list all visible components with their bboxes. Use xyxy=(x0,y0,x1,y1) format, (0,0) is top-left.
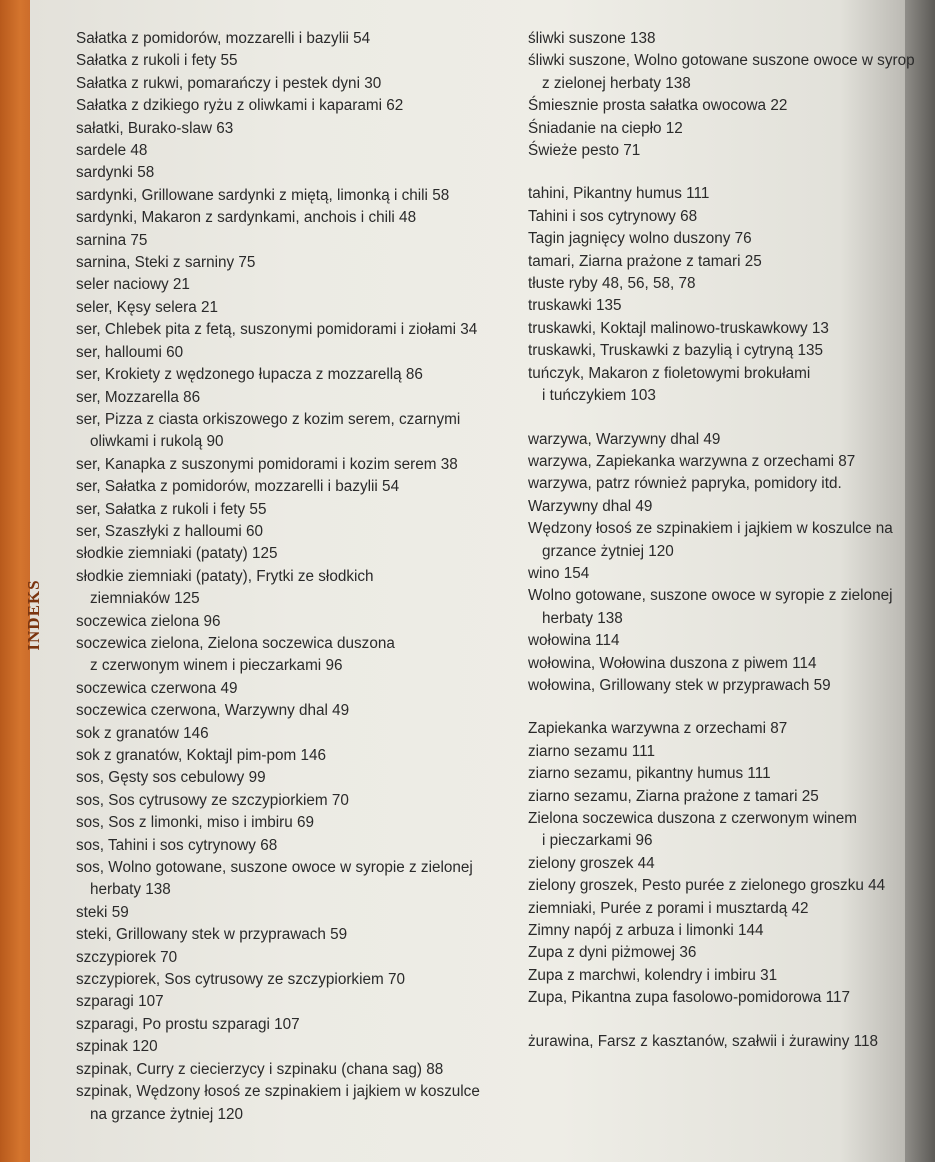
index-entry: sos, Wolno gotowane, suszone owoce w syropie z zielonej xyxy=(76,859,473,877)
index-entry: wołowina, Wołowina duszona z piwem 114 xyxy=(528,654,817,672)
index-entry: sardynki, Grillowane sardynki z miętą, limonką i chili 58 xyxy=(76,186,450,204)
index-entry: ser, Chlebek pita z fetą, suszonymi pomidorami i ziołami 34 xyxy=(76,321,478,339)
index-entry: Sałatka z dzikiego ryżu z oliwkami i kaparami 62 xyxy=(76,97,404,115)
index-entry: truskawki, Koktajl malinowo-truskawkowy 13 xyxy=(528,319,829,337)
index-entry: zielony groszek, Pesto purée z zielonego groszku 44 xyxy=(528,877,886,895)
index-column-right xyxy=(528,28,928,1053)
index-entry: sarnina, Steki z sarniny 75 xyxy=(76,254,256,272)
index-entry-continuation: oliwkami i rukolą 90 xyxy=(90,433,224,451)
index-entry: Zupa, Pikantna zupa fasolowo-pomidorowa 117 xyxy=(528,989,850,1007)
index-entry: ser, Krokiety z wędzonego łupacza z mozzarellą 86 xyxy=(76,366,423,384)
index-entry-continuation: herbaty 138 xyxy=(542,609,623,627)
index-entry-continuation: grzance żytniej 120 xyxy=(542,542,674,560)
index-entry: ser, Kanapka z suszonymi pomidorami i kozim serem 38 xyxy=(76,455,458,473)
index-entry: Sałatka z rukoli i fety 55 xyxy=(76,52,238,70)
index-entry: Sałatka z pomidorów, mozzarelli i bazylii 54 xyxy=(76,30,371,47)
side-label-text: INDEKS xyxy=(24,579,43,651)
index-entry: ser, Mozzarella 86 xyxy=(76,388,201,406)
index-entry: sos, Tahini i sos cytrynowy 68 xyxy=(76,836,278,854)
index-entry: ziarno sezamu 111 xyxy=(528,742,655,760)
index-entry: sardynki, Makaron z sardynkami, anchois i chili 48 xyxy=(76,209,417,227)
index-entry-continuation: na grzance żytniej 120 xyxy=(90,1105,244,1123)
index-entry-continuation: ziemniaków 125 xyxy=(90,590,200,608)
section-gap xyxy=(528,408,928,429)
index-entry: szparagi, Po prostu szparagi 107 xyxy=(76,1015,300,1033)
index-entry: steki 59 xyxy=(76,903,129,921)
index-entry: żurawina, Farsz z kasztanów, szałwii i żurawiny 118 xyxy=(528,1032,878,1050)
index-entry: Świeże pesto 71 xyxy=(528,142,641,160)
index-entry: szpinak, Wędzony łosoś ze szpinakiem i jajkiem w koszulce xyxy=(76,1083,480,1101)
index-entry: sardynki 58 xyxy=(76,164,155,182)
index-entry: sardele 48 xyxy=(76,142,148,160)
index-entry-continuation: z czerwonym winem i pieczarkami 96 xyxy=(90,657,343,675)
index-entry: ser, Pizza z ciasta orkiszowego z kozim serem, czarnymi xyxy=(76,410,461,428)
index-entry: szczypiorek 70 xyxy=(76,948,178,966)
index-entry: ziemniaki, Purée z porami i musztardą 42 xyxy=(528,899,809,917)
index-entry: Śniadanie na ciepło 12 xyxy=(528,119,683,137)
index-entry: Śmiesznie prosta sałatka owocowa 22 xyxy=(528,97,788,115)
index-entry: zielony groszek 44 xyxy=(528,854,655,872)
index-entry: ser, Szaszłyki z halloumi 60 xyxy=(76,522,264,540)
index-entry: sarnina 75 xyxy=(76,231,148,249)
index-entry: Tahini i sos cytrynowy 68 xyxy=(528,207,698,225)
index-entry: ser, Sałatka z rukoli i fety 55 xyxy=(76,500,267,518)
index-entry: ziarno sezamu, Ziarna prażone z tamari 25 xyxy=(528,787,819,805)
side-label-indeks xyxy=(14,560,54,670)
index-entry: szparagi 107 xyxy=(76,993,164,1011)
index-entry: truskawki, Truskawki z bazylią i cytryną 135 xyxy=(528,342,823,360)
index-entry: sos, Gęsty sos cebulowy 99 xyxy=(76,769,266,787)
index-entry: szpinak 120 xyxy=(76,1038,158,1056)
index-entry: tamari, Ziarna prażone z tamari 25 xyxy=(528,252,762,270)
index-entry: Tagin jagnięcy wolno duszony 76 xyxy=(528,230,752,248)
index-entry: szpinak, Curry z ciecierzycy i szpinaku (chana sag) 88 xyxy=(76,1060,444,1078)
index-entry: warzywa, patrz również papryka, pomidory itd. xyxy=(528,475,842,493)
index-entry: soczewica zielona 96 xyxy=(76,612,221,630)
index-entry: Zapiekanka warzywna z orzechami 87 xyxy=(528,720,788,738)
index-entry: wołowina, Grillowany stek w przyprawach 59 xyxy=(528,676,831,694)
index-entry: seler, Kęsy selera 21 xyxy=(76,298,218,316)
index-entry: słodkie ziemniaki (pataty), Frytki ze słodkich xyxy=(76,567,374,585)
index-entry: Zimny napój z arbuza i limonki 144 xyxy=(528,922,764,940)
index-entry: steki, Grillowany stek w przyprawach 59 xyxy=(76,926,348,944)
index-entry: sałatki, Burako-slaw 63 xyxy=(76,119,234,137)
index-entry: słodkie ziemniaki (pataty) 125 xyxy=(76,545,278,563)
index-entry: ser, Sałatka z pomidorów, mozzarelli i bazylii 54 xyxy=(76,478,400,496)
section-gap xyxy=(528,697,928,718)
index-entry: sok z granatów, Koktajl pim-pom 146 xyxy=(76,747,326,764)
index-entry: tahini, Pikantny humus 111 xyxy=(528,185,710,203)
index-entry: wołowina 114 xyxy=(528,632,620,650)
index-entry: Zupa z dyni piżmowej 36 xyxy=(528,944,697,962)
index-entry: ziarno sezamu, pikantny humus 111 xyxy=(528,765,771,783)
index-entry: sos, Sos z limonki, miso i imbiru 69 xyxy=(76,814,315,832)
index-entry: Zielona soczewica duszona z czerwonym winem xyxy=(528,810,858,827)
section-gap xyxy=(528,162,928,183)
index-entry: tłuste ryby 48, 56, 58, 78 xyxy=(528,275,696,293)
index-entry: truskawki 135 xyxy=(528,297,622,315)
index-entry: wino 154 xyxy=(528,564,590,582)
index-entry: tuńczyk, Makaron z fioletowymi brokułami xyxy=(528,364,811,382)
index-entry: seler naciowy 21 xyxy=(76,276,190,294)
index-entry: soczewica czerwona, Warzywny dhal 49 xyxy=(76,702,350,720)
index-entry: ser, halloumi 60 xyxy=(76,343,184,361)
index-entry: Sałatka z rukwi, pomarańczy i pestek dyni 30 xyxy=(76,74,382,92)
index-entry-continuation: i tuńczykiem 103 xyxy=(542,387,656,405)
index-entry: sok z granatów 146 xyxy=(76,724,209,742)
index-entry: Wędzony łosoś ze szpinakiem i jajkiem w koszulce na xyxy=(528,520,893,538)
section-gap xyxy=(528,1010,928,1031)
index-entry: warzywa, Warzywny dhal 49 xyxy=(528,430,721,448)
index-entry: szczypiorek, Sos cytrusowy ze szczypiorkiem 70 xyxy=(76,971,405,989)
index-entry: Zupa z marchwi, kolendry i imbiru 31 xyxy=(528,966,778,984)
index-entry: śliwki suszone, Wolno gotowane suszone owoce w syrop xyxy=(528,52,915,70)
index-entry-continuation: z zielonej herbaty 138 xyxy=(542,74,691,92)
index-entry: soczewica czerwona 49 xyxy=(76,679,238,697)
index-entry-continuation: herbaty 138 xyxy=(90,881,171,899)
index-entry: Wolno gotowane, suszone owoce w syropie z zielonej xyxy=(528,587,893,605)
index-column-left xyxy=(76,28,516,1126)
index-entry: warzywa, Zapiekanka warzywna z orzechami 87 xyxy=(528,452,856,470)
index-entry: śliwki suszone 138 xyxy=(528,30,656,47)
index-entry-continuation: i pieczarkami 96 xyxy=(542,832,653,850)
index-entry: Warzywny dhal 49 xyxy=(528,497,653,515)
index-entry: soczewica zielona, Zielona soczewica duszona xyxy=(76,634,395,652)
index-entry: sos, Sos cytrusowy ze szczypiorkiem 70 xyxy=(76,791,349,809)
